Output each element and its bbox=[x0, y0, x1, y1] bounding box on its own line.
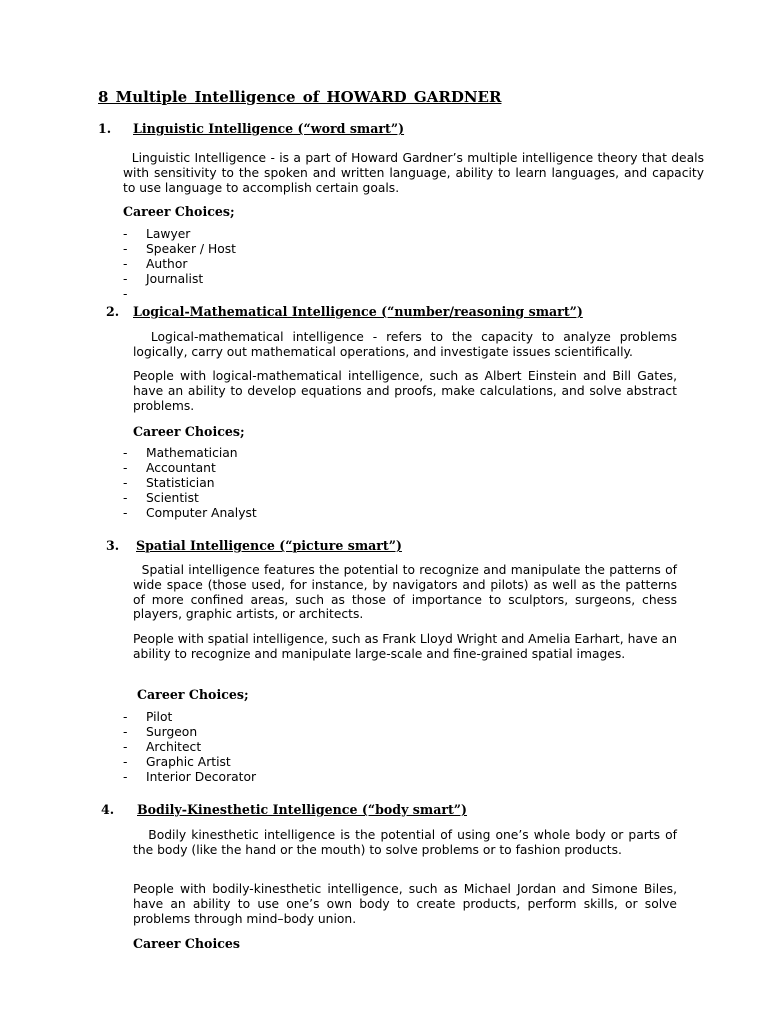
list-item: - Mathematician bbox=[123, 446, 238, 460]
career-list bbox=[123, 710, 256, 784]
list-item: - Scientist bbox=[123, 490, 199, 505]
section-3-paragraph-2: People with spatial intelligence, such as Frank Lloyd Wright and Amelia Earhart, have an ability to recognize and manipulate large-scale and fine-grained spatial images. bbox=[133, 632, 677, 661]
list-item: - Computer Analyst bbox=[123, 505, 257, 520]
section-title: Spatial Intelligence (“picture smart”) bbox=[136, 538, 402, 553]
list-item: - Interior Decorator bbox=[123, 769, 257, 784]
section-4-paragraph-2: People with bodily-kinesthetic intelligence, such as Michael Jordan and Simone Biles, have an ability to use one’s own body to create products, perform skills, or solve problems through mind–body union. bbox=[133, 882, 677, 926]
section-number: 1. bbox=[98, 121, 112, 136]
list-item: - Surgeon bbox=[123, 724, 198, 739]
list-item: - Speaker / Host bbox=[123, 241, 236, 256]
career-choices-label: Career Choices; bbox=[123, 204, 235, 219]
section-1-paragraph-1: Linguistic Intelligence - is a part of Howard Gardner’s multiple intelligence theory that deals with sensitivity to the spoken and written language, ability to learn languages, and capacity to use language to accomplish certain goals. bbox=[123, 151, 704, 195]
section-2-paragraph-2: People with logical-mathematical intelligence, such as Albert Einstein and Bill Gates, have an ability to develop equations and proofs, make calculations, and solve abstract problems. bbox=[133, 369, 677, 413]
section-3-paragraph-1: Spatial intelligence features the potential to recognize and manipulate the patterns of wide space (those used, for instance, by navigators and pilots) as well as the patterns of more confined areas, such as those of importance to sculptors, surgeons, chess players, graphic artists, or architects. bbox=[133, 563, 677, 622]
section-4-paragraph-1: Bodily kinesthetic intelligence is the potential of using one’s whole body or parts of the body (like the hand or the mouth) to solve problems or to fashion products. bbox=[133, 828, 677, 857]
career-list bbox=[123, 446, 257, 520]
career-choices-label: Career Choices; bbox=[137, 687, 249, 702]
career-list bbox=[123, 227, 236, 301]
section-2-paragraph-1: Logical-mathematical intelligence - refers to the capacity to analyze problems logically, carry out mathematical operations, and investigate issues scientifically. bbox=[133, 330, 677, 359]
list-item: - Architect bbox=[123, 739, 202, 754]
section-title: Logical-Mathematical Intelligence (“number/reasoning smart”) bbox=[133, 304, 583, 319]
list-item: - Graphic Artist bbox=[123, 754, 231, 769]
list-item: - Journalist bbox=[123, 271, 204, 286]
career-choices-label: Career Choices bbox=[133, 936, 240, 951]
section-title: Linguistic Intelligence (“word smart”) bbox=[133, 121, 405, 136]
page-title: 8 Multiple Intelligence of HOWARD GARDNER bbox=[98, 88, 502, 106]
section-title: Bodily-Kinesthetic Intelligence (“body smart”) bbox=[137, 802, 468, 817]
section-number: 3. bbox=[106, 538, 120, 553]
list-item: - Lawyer bbox=[123, 227, 191, 241]
list-item: - bbox=[123, 286, 128, 301]
career-choices-label: Career Choices; bbox=[133, 424, 245, 439]
section-number: 2. bbox=[106, 304, 120, 319]
list-item: - Statistician bbox=[123, 475, 215, 490]
list-item: - Accountant bbox=[123, 460, 216, 475]
list-item: - Author bbox=[123, 256, 188, 271]
list-item: - Pilot bbox=[123, 710, 173, 724]
section-number: 4. bbox=[101, 802, 115, 817]
